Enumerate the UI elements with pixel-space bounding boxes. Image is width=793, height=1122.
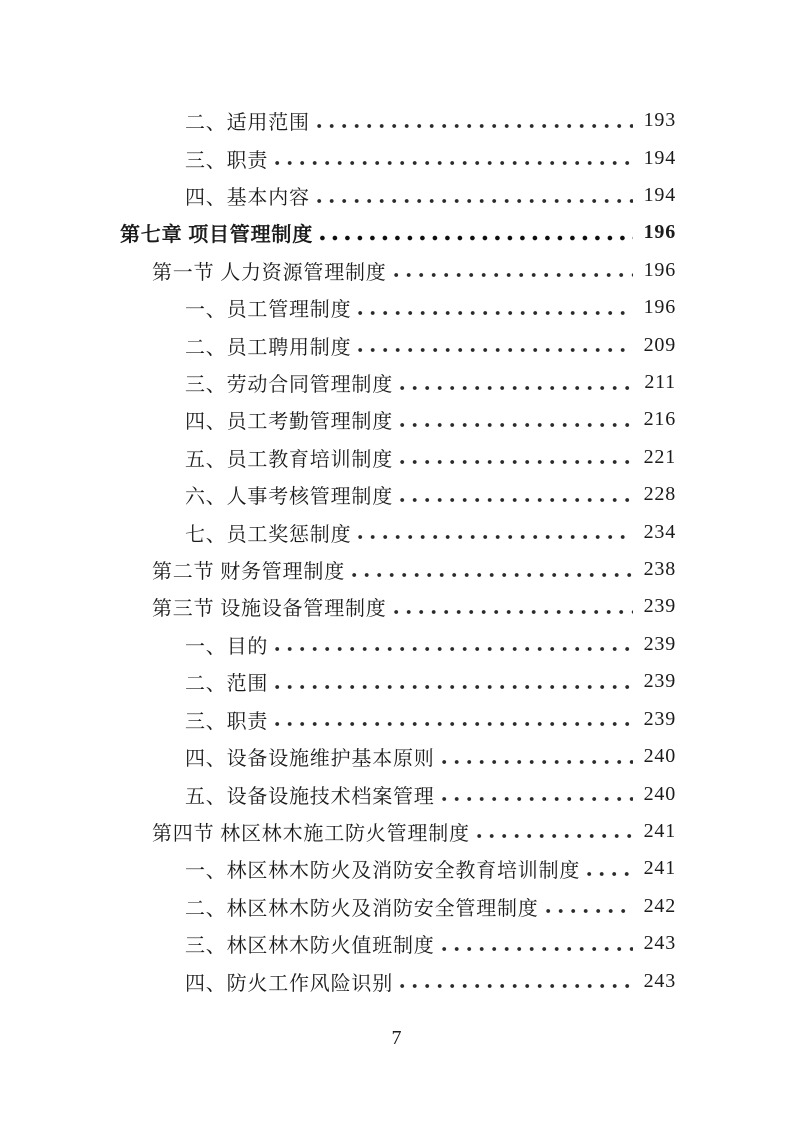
toc-entry bbox=[0, 439, 676, 476]
toc-entry-title: 四、设备设施维护基本原则 bbox=[185, 748, 435, 771]
toc-entry bbox=[0, 588, 676, 625]
toc-entry-title: 三、职责 bbox=[185, 149, 269, 172]
toc-entry bbox=[0, 775, 676, 812]
dot-leader bbox=[358, 309, 633, 317]
dot-leader bbox=[317, 122, 633, 130]
toc-entry bbox=[0, 177, 676, 214]
toc-entry-page-number: 196 bbox=[643, 296, 676, 319]
toc-entry-title: 五、设备设施技术档案管理 bbox=[185, 785, 435, 808]
dot-leader bbox=[400, 421, 633, 429]
toc-entry bbox=[0, 139, 676, 176]
toc-entry-title: 二、适用范围 bbox=[185, 112, 310, 135]
toc-entry bbox=[0, 626, 676, 663]
toc-entry-title: 二、林区林木防火及消防安全管理制度 bbox=[185, 897, 539, 920]
toc-entry-title: 五、员工教育培训制度 bbox=[185, 448, 393, 471]
toc-entry-page-number: 239 bbox=[643, 632, 676, 655]
toc-entry-title: 第三节 设施设备管理制度 bbox=[152, 598, 387, 621]
toc-entry-title: 一、员工管理制度 bbox=[185, 299, 352, 322]
toc-entry-title: 三、林区林木防火值班制度 bbox=[185, 935, 435, 958]
toc-entry-page-number: 243 bbox=[643, 932, 676, 955]
dot-leader bbox=[394, 271, 633, 279]
toc-entry-page-number: 194 bbox=[643, 146, 676, 169]
toc-entry bbox=[0, 102, 676, 139]
dot-leader bbox=[442, 795, 633, 803]
toc-entry bbox=[0, 289, 676, 326]
toc-entry bbox=[0, 401, 676, 438]
toc-entry-page-number: 216 bbox=[643, 408, 676, 431]
toc-entry-title: 第四节 林区林木施工防火管理制度 bbox=[152, 822, 470, 845]
dot-leader bbox=[400, 982, 633, 990]
dot-leader bbox=[394, 608, 633, 616]
dot-leader bbox=[442, 758, 633, 766]
dot-leader bbox=[352, 571, 633, 579]
dot-leader bbox=[320, 234, 633, 242]
toc-entry bbox=[0, 738, 676, 775]
toc-entry bbox=[0, 326, 676, 363]
toc-entry-title: 第二节 财务管理制度 bbox=[152, 561, 345, 584]
toc-entry bbox=[0, 364, 676, 401]
toc-entry bbox=[0, 813, 676, 850]
toc-entry-page-number: 241 bbox=[643, 819, 676, 842]
dot-leader bbox=[442, 945, 633, 953]
toc-entry-page-number: 194 bbox=[643, 184, 676, 207]
footer-page-number: 7 bbox=[391, 1027, 402, 1049]
toc-entry bbox=[0, 701, 676, 738]
toc-entry bbox=[0, 888, 676, 925]
toc-entry-title: 三、职责 bbox=[185, 710, 269, 733]
toc-entry-title: 三、劳动合同管理制度 bbox=[185, 374, 393, 397]
toc-entry bbox=[0, 663, 676, 700]
dot-leader bbox=[400, 458, 633, 466]
toc-entry-page-number: 239 bbox=[643, 707, 676, 730]
toc-entry-title: 七、员工奖惩制度 bbox=[185, 523, 352, 546]
toc-entry-title: 一、林区林木防火及消防安全教育培训制度 bbox=[185, 860, 581, 883]
toc-entry-page-number: 221 bbox=[643, 445, 676, 468]
toc-entry-title: 二、员工聘用制度 bbox=[185, 336, 352, 359]
toc-entry-page-number: 211 bbox=[644, 371, 676, 394]
toc-entry bbox=[0, 850, 676, 887]
dot-leader bbox=[275, 159, 633, 167]
dot-leader bbox=[275, 720, 633, 728]
toc-entry-title: 四、员工考勤管理制度 bbox=[185, 411, 393, 434]
toc-entry bbox=[0, 925, 676, 962]
dot-leader bbox=[358, 533, 633, 541]
dot-leader bbox=[275, 683, 633, 691]
toc-entry bbox=[0, 962, 676, 999]
toc-entry-page-number: 209 bbox=[643, 333, 676, 356]
dot-leader bbox=[477, 832, 633, 840]
toc-entry-page-number: 196 bbox=[643, 258, 676, 281]
toc-entry-title: 四、防火工作风险识别 bbox=[185, 972, 393, 995]
table-of-contents bbox=[0, 102, 676, 1000]
toc-entry-page-number: 228 bbox=[643, 483, 676, 506]
toc-entry bbox=[0, 513, 676, 550]
toc-entry-page-number: 234 bbox=[643, 520, 676, 543]
toc-entry-page-number: 240 bbox=[643, 782, 676, 805]
toc-entry-page-number: 243 bbox=[643, 969, 676, 992]
dot-leader bbox=[275, 645, 633, 653]
toc-entry bbox=[0, 476, 676, 513]
toc-entry bbox=[0, 252, 676, 289]
toc-entry-title: 一、目的 bbox=[185, 635, 269, 658]
toc-entry-page-number: 239 bbox=[643, 595, 676, 618]
dot-leader bbox=[400, 496, 633, 504]
toc-entry-title: 第一节 人力资源管理制度 bbox=[152, 261, 387, 284]
toc-entry-title: 第七章 项目管理制度 bbox=[120, 224, 313, 247]
toc-entry-page-number: 193 bbox=[643, 109, 676, 132]
toc-entry-page-number: 240 bbox=[643, 745, 676, 768]
dot-leader bbox=[546, 907, 633, 915]
toc-entry-page-number: 241 bbox=[643, 857, 676, 880]
toc-entry-title: 六、人事考核管理制度 bbox=[185, 486, 393, 509]
dot-leader bbox=[400, 384, 633, 392]
toc-entry-title: 四、基本内容 bbox=[185, 187, 310, 210]
toc-entry-page-number: 238 bbox=[643, 558, 676, 581]
dot-leader bbox=[358, 346, 633, 354]
dot-leader bbox=[587, 870, 633, 878]
toc-entry-page-number: 239 bbox=[643, 670, 676, 693]
toc-entry bbox=[0, 214, 676, 251]
toc-entry-page-number: 196 bbox=[643, 221, 676, 244]
toc-entry bbox=[0, 551, 676, 588]
toc-entry-page-number: 242 bbox=[643, 894, 676, 917]
dot-leader bbox=[317, 197, 633, 205]
toc-entry-title: 二、范围 bbox=[185, 673, 269, 696]
